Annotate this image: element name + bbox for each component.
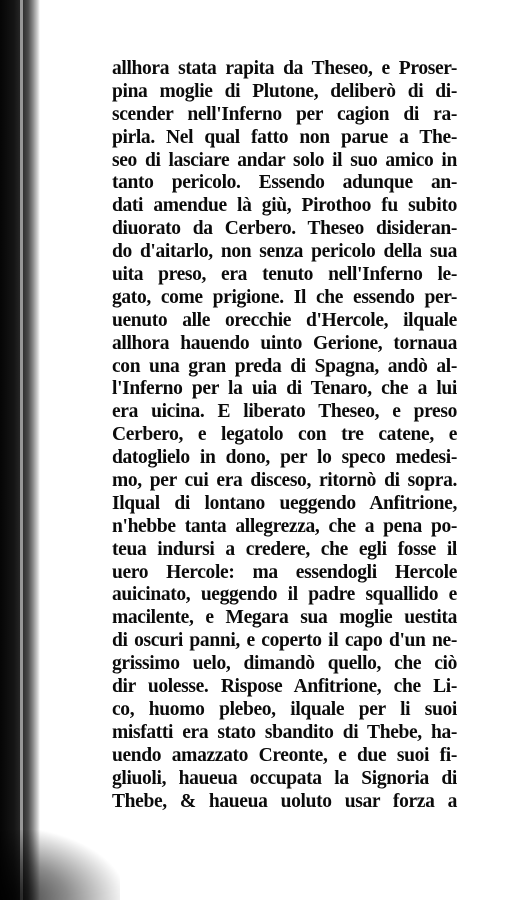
text-line: allhora stata rapita da Theseo, e Proser- <box>112 58 457 79</box>
text-line: Cerbero, e legatolo con tre catene, e <box>112 424 457 446</box>
text-line: macilente, e Megara sua moglie uestita <box>112 607 457 629</box>
text-line: Ilqual di lontano ueggendo Anfitrione, <box>112 492 457 514</box>
text-line: pirla. Nel qual fatto non parue a The- <box>112 126 457 148</box>
text-line: era uicina. E liberato Theseo, e preso <box>112 401 457 423</box>
body-text <box>112 58 457 813</box>
text-line: con una gran preda di Spagna, andò al- <box>112 355 457 377</box>
binding-edge <box>20 0 23 900</box>
text-line: mo, per cui era disceso, ritornò di sopra. <box>112 470 457 492</box>
text-line: uero Hercole: ma essendogli Hercole <box>112 561 457 583</box>
text-line: l'Inferno per la uia di Tenaro, che a lui <box>112 378 457 400</box>
text-line: diuorato da Cerbero. Theseo disideran- <box>112 218 457 240</box>
text-line: gliuoli, haueua occupata la Signoria di <box>112 767 457 789</box>
text-line: pina moglie di Plutone, deliberò di di- <box>112 80 457 102</box>
text-line: uita preso, era tenuto nell'Inferno le- <box>112 264 457 286</box>
text-line: do d'aitarlo, non senza pericolo della sua <box>112 241 457 263</box>
text-line: dir uolesse. Rispose Anfitrione, che Li- <box>112 676 457 698</box>
binding-corner-shadow <box>0 830 120 900</box>
text-line: gato, come prigione. Il che essendo per- <box>112 286 457 308</box>
text-line: tanto pericolo. Essendo adunque an- <box>112 172 457 194</box>
text-line: co, huomo plebeo, ilquale per li suoi <box>112 698 457 720</box>
text-line: Thebe, & haueua uoluto usar forza a <box>112 790 457 812</box>
text-line: datoglielo in dono, per lo speco medesi- <box>112 447 457 469</box>
text-line: scender nell'Inferno per cagion di ra- <box>112 103 457 125</box>
text-line: allhora hauendo uinto Gerione, tornaua <box>112 332 457 354</box>
text-line: n'hebbe tanta allegrezza, che a pena po- <box>112 515 457 537</box>
text-line: grissimo uelo, dimandò quello, che ciò <box>112 653 457 675</box>
text-line: seo di lasciare andar solo il suo amico in <box>112 149 457 171</box>
text-line: uendo amazzato Creonte, e due suoi fi- <box>112 744 457 766</box>
text-line: di oscuri panni, e coperto il capo d'un ne- <box>112 630 457 652</box>
text-line: dati amendue là giù, Pirothoo fu subito <box>112 195 457 217</box>
text-line: uenuto alle orecchie d'Hercole, ilquale <box>112 309 457 331</box>
text-line: teua indursi a credere, che egli fosse il <box>112 538 457 560</box>
text-line: auicinato, ueggendo il padre squallido e <box>112 584 457 606</box>
text-line: misfatti era stato sbandito di Thebe, ha- <box>112 721 457 743</box>
